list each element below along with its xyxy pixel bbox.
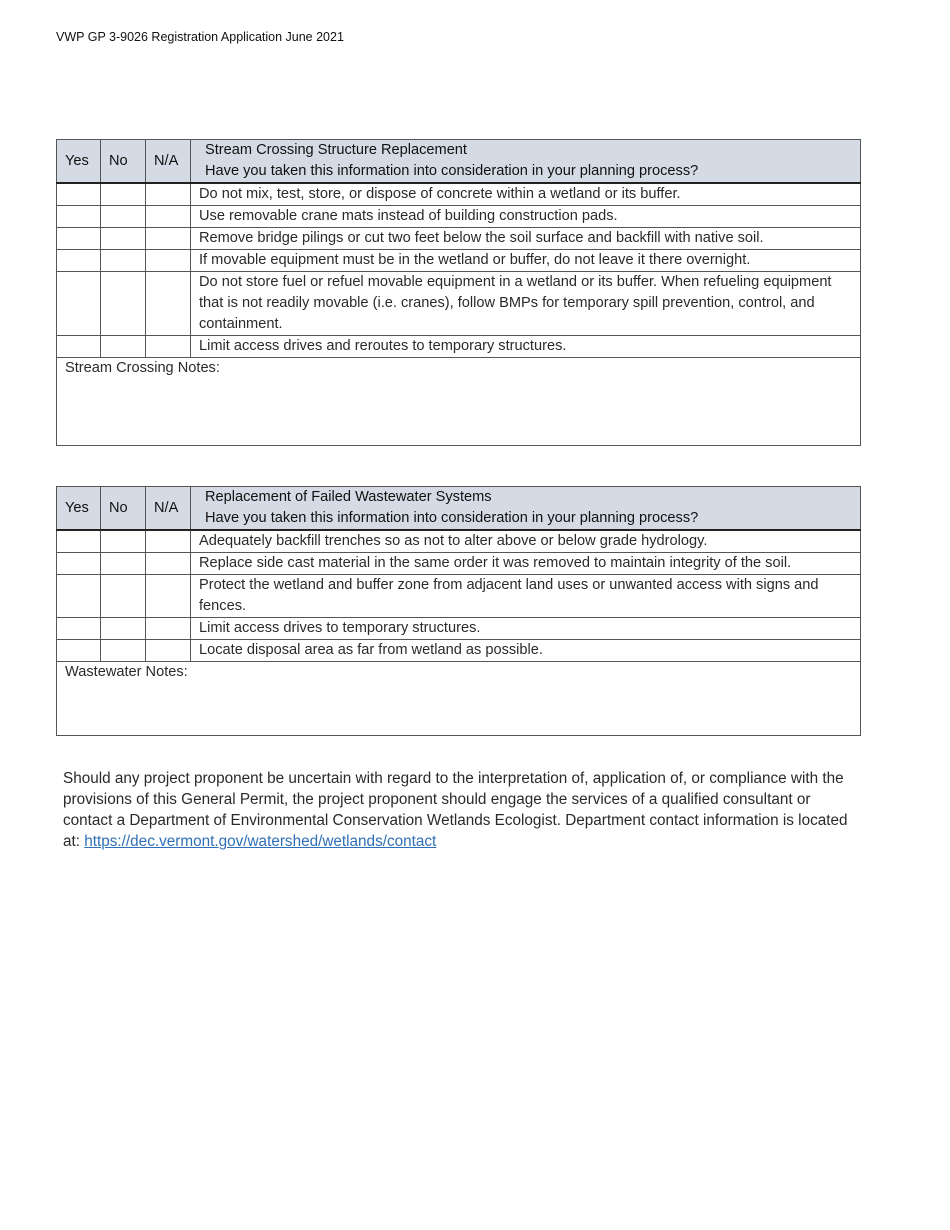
no-checkbox-cell[interactable] — [101, 530, 146, 553]
notes-row — [57, 662, 861, 736]
no-checkbox-cell[interactable] — [101, 618, 146, 640]
item-text: Adequately backfill trenches so as not to alter above or below grade hydrology. — [191, 530, 861, 553]
na-checkbox-cell[interactable] — [146, 640, 191, 662]
table-header-row — [57, 487, 861, 531]
table-row — [57, 640, 861, 662]
item-text: Replace side cast material in the same order it was removed to maintain integrity of the soil. — [191, 553, 861, 575]
notes-label: Wastewater Notes: — [65, 664, 188, 680]
col-no-header: No — [101, 140, 146, 184]
stream-notes-field[interactable] — [57, 358, 861, 446]
section-question: Have you taken this information into consideration in your planning process? — [205, 510, 699, 526]
yes-checkbox-cell[interactable] — [57, 618, 101, 640]
na-checkbox-cell[interactable] — [146, 575, 191, 618]
no-checkbox-cell[interactable] — [101, 183, 146, 206]
wastewater-notes-field[interactable] — [57, 662, 861, 736]
wastewater-table — [56, 486, 861, 736]
contact-link[interactable]: https://dec.vermont.gov/watershed/wetlands/contact — [84, 833, 437, 851]
table-row — [57, 530, 861, 553]
na-checkbox-cell[interactable] — [146, 336, 191, 358]
table-row — [57, 272, 861, 336]
yes-checkbox-cell[interactable] — [57, 640, 101, 662]
no-checkbox-cell[interactable] — [101, 336, 146, 358]
na-checkbox-cell[interactable] — [146, 250, 191, 272]
yes-checkbox-cell[interactable] — [57, 553, 101, 575]
na-checkbox-cell[interactable] — [146, 272, 191, 336]
no-checkbox-cell[interactable] — [101, 575, 146, 618]
yes-checkbox-cell[interactable] — [57, 530, 101, 553]
no-checkbox-cell[interactable] — [101, 206, 146, 228]
table-row — [57, 336, 861, 358]
notes-row — [57, 358, 861, 446]
no-checkbox-cell[interactable] — [101, 228, 146, 250]
yes-checkbox-cell[interactable] — [57, 206, 101, 228]
item-text: Do not mix, test, store, or dispose of concrete within a wetland or its buffer. — [191, 183, 861, 206]
yes-checkbox-cell[interactable] — [57, 250, 101, 272]
item-text: If movable equipment must be in the wetland or buffer, do not leave it there overnight. — [191, 250, 861, 272]
section-heading — [191, 140, 861, 184]
running-header: VWP GP 3-9026 Registration Application June 2021 — [56, 30, 344, 44]
yes-checkbox-cell[interactable] — [57, 272, 101, 336]
na-checkbox-cell[interactable] — [146, 206, 191, 228]
col-na-header: N/A — [146, 487, 191, 531]
na-checkbox-cell[interactable] — [146, 618, 191, 640]
item-text: Remove bridge pilings or cut two feet below the soil surface and backfill with native soil. — [191, 228, 861, 250]
item-text: Do not store fuel or refuel movable equipment in a wetland or its buffer. When refueling equipment that is not readily movable (i.e. cranes), follow BMPs for temporary spill prevention, control, and containment. — [191, 272, 861, 336]
closing-text: Should any project proponent be uncertain with regard to the interpretation of, application of, or compliance with the provisions of this General Permit, the project proponent should engage the services of a qualified consultant or contact a Department of Environmental Conservation Wetlands Ecologist. Department contact information is located at: — [63, 770, 848, 851]
yes-checkbox-cell[interactable] — [57, 183, 101, 206]
yes-checkbox-cell[interactable] — [57, 228, 101, 250]
yes-checkbox-cell[interactable] — [57, 575, 101, 618]
table-header-row — [57, 140, 861, 184]
table-row — [57, 553, 861, 575]
col-na-header: N/A — [146, 140, 191, 184]
no-checkbox-cell[interactable] — [101, 250, 146, 272]
col-yes-header: Yes — [57, 487, 101, 531]
na-checkbox-cell[interactable] — [146, 530, 191, 553]
table-row — [57, 575, 861, 618]
item-text: Locate disposal area as far from wetland as possible. — [191, 640, 861, 662]
na-checkbox-cell[interactable] — [146, 228, 191, 250]
closing-paragraph — [63, 768, 863, 852]
item-text: Limit access drives and reroutes to temporary structures. — [191, 336, 861, 358]
item-text: Use removable crane mats instead of building construction pads. — [191, 206, 861, 228]
no-checkbox-cell[interactable] — [101, 272, 146, 336]
table-row — [57, 183, 861, 206]
no-checkbox-cell[interactable] — [101, 553, 146, 575]
col-yes-header: Yes — [57, 140, 101, 184]
table-row — [57, 618, 861, 640]
na-checkbox-cell[interactable] — [146, 183, 191, 206]
no-checkbox-cell[interactable] — [101, 640, 146, 662]
table-row — [57, 250, 861, 272]
stream-crossing-table — [56, 139, 861, 446]
yes-checkbox-cell[interactable] — [57, 336, 101, 358]
section-title: Stream Crossing Structure Replacement — [205, 142, 467, 158]
section-question: Have you taken this information into consideration in your planning process? — [205, 163, 699, 179]
item-text: Limit access drives to temporary structures. — [191, 618, 861, 640]
item-text: Protect the wetland and buffer zone from adjacent land uses or unwanted access with signs and fences. — [191, 575, 861, 618]
col-no-header: No — [101, 487, 146, 531]
section-title: Replacement of Failed Wastewater Systems — [205, 489, 492, 505]
table-row — [57, 206, 861, 228]
section-heading — [191, 487, 861, 531]
table-row — [57, 228, 861, 250]
notes-label: Stream Crossing Notes: — [65, 360, 220, 376]
na-checkbox-cell[interactable] — [146, 553, 191, 575]
